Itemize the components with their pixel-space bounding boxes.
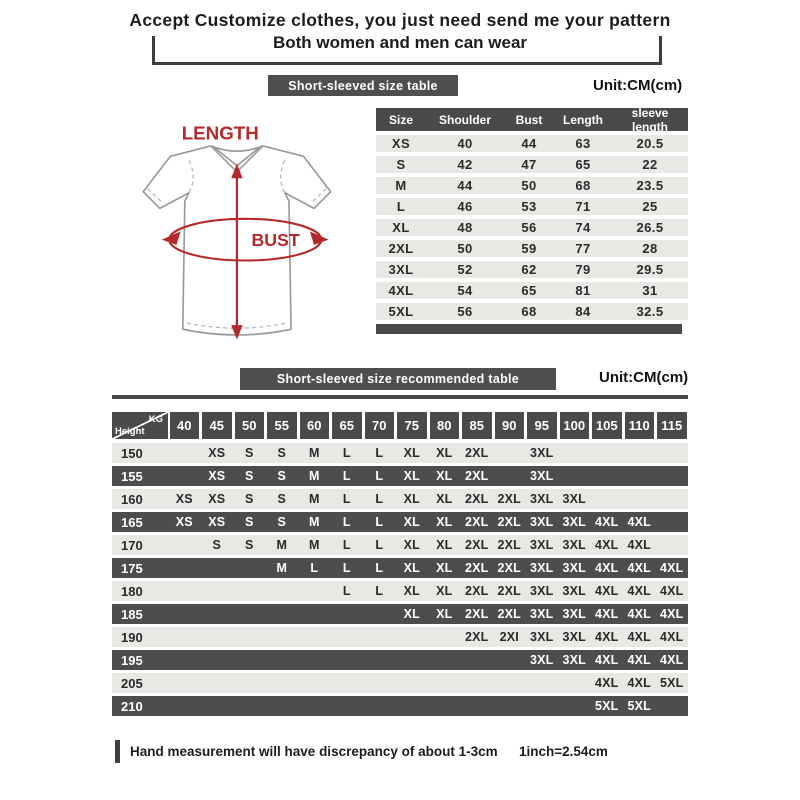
size-table-cell: 48 [457, 220, 473, 235]
reco-size-cell: 4XL [594, 515, 619, 529]
kg-column-header: 90 [495, 412, 525, 439]
kg-column-header: 95 [527, 412, 557, 439]
reco-size-cell: L [342, 469, 351, 483]
reco-size-cell: L [375, 515, 384, 529]
reco-size-cell: L [375, 446, 384, 460]
reco-size-cell: 2XL [464, 538, 489, 552]
reco-size-cell: XL [403, 607, 420, 621]
reco-size-cell: 5XL [659, 676, 684, 690]
unit-label-2: Unit:CM(cm) [599, 369, 689, 386]
footer-conversion: 1inch=2.54cm [519, 744, 608, 759]
reco-size-cell: 4XL [659, 607, 684, 621]
reco-size-cell: S [244, 446, 254, 460]
reco-size-cell: L [375, 561, 384, 575]
reco-size-cell: 4XL [627, 561, 652, 575]
reco-size-cell: XL [436, 492, 453, 506]
size-table-banner: Short-sleeved size table [268, 75, 458, 96]
reco-size-cell: 3XL [562, 630, 587, 644]
size-table-cell: 22 [642, 157, 658, 172]
size-table-cell: 29.5 [636, 262, 664, 277]
height-row-label: 170 [121, 537, 143, 553]
reco-size-cell: L [310, 561, 319, 575]
reco-size-cell: 2XL [464, 515, 489, 529]
reco-size-cell: 4XL [659, 653, 684, 667]
size-table-cell: 65 [521, 283, 537, 298]
reco-size-cell: XL [436, 561, 453, 575]
height-row-label: 165 [121, 514, 143, 530]
size-table-bottom-bar [376, 324, 682, 334]
height-row-label: 185 [121, 606, 143, 622]
size-table-cell: 63 [575, 136, 591, 151]
reco-size-cell: 3XL [562, 584, 587, 598]
reco-size-cell: M [308, 515, 320, 529]
header-line2: Both women and men can wear [272, 33, 528, 52]
kg-column-header: 40 [170, 412, 200, 439]
reco-size-cell: 2XL [464, 469, 489, 483]
size-table-column-header: Length [563, 112, 603, 127]
reco-size-cell: 4XL [594, 607, 619, 621]
header-underline-bracket [152, 36, 662, 65]
reco-size-cell: 2XL [497, 492, 522, 506]
header-line1: Accept Customize clothes, you just need send me your pattern [129, 10, 671, 30]
reco-size-cell: 2XL [464, 446, 489, 460]
reco-size-cell: 5XL [627, 699, 652, 713]
reco-size-cell: M [308, 538, 320, 552]
size-table-row [376, 240, 688, 257]
kg-column-header: 105 [592, 412, 622, 439]
reco-size-cell: 3XL [529, 630, 554, 644]
size-table-column-header: sleeve length [631, 105, 669, 134]
size-table-cell: 32.5 [636, 304, 664, 319]
size-table-cell: 54 [457, 283, 473, 298]
size-table-rows [376, 135, 688, 320]
reco-size-cell: L [342, 515, 351, 529]
reco-size-cell: L [342, 538, 351, 552]
reco-size-cell: S [244, 538, 254, 552]
size-table-cell: 59 [521, 241, 537, 256]
reco-size-cell: L [342, 584, 351, 598]
size-table-cell: 81 [575, 283, 591, 298]
reco-size-cell: XL [436, 538, 453, 552]
reco-size-cell: 4XL [659, 630, 684, 644]
corner-kg-label: KG [148, 414, 163, 425]
reco-size-cell: 3XL [529, 653, 554, 667]
size-table-row [376, 198, 688, 215]
size-table-cell: 47 [521, 157, 537, 172]
reco-size-cell: XS [208, 446, 226, 460]
reco-table-row [112, 512, 688, 532]
size-table-cell: 25 [642, 199, 658, 214]
size-table-row [376, 261, 688, 278]
reco-size-cell: S [244, 469, 254, 483]
height-row-label: 175 [121, 560, 143, 576]
unit-label-1: Unit:CM(cm) [593, 77, 683, 94]
reco-size-cell: S [244, 492, 254, 506]
reco-size-cell: 4XL [627, 584, 652, 598]
kg-column-header: 60 [300, 412, 330, 439]
reco-size-cell: XS [175, 492, 193, 506]
reco-size-cell: 3XL [562, 607, 587, 621]
reco-size-cell: 4XL [594, 630, 619, 644]
reco-size-cell: 3XL [529, 584, 554, 598]
kg-column-header: 75 [397, 412, 427, 439]
size-table-cell: 46 [457, 199, 473, 214]
height-row-label: 210 [121, 698, 143, 714]
reco-size-cell: 4XL [594, 538, 619, 552]
size-table-cell: 53 [521, 199, 537, 214]
reco-size-cell: 5XL [594, 699, 619, 713]
kg-column-header: 110 [625, 412, 655, 439]
kg-column-header: 55 [267, 412, 297, 439]
reco-size-cell: 3XL [562, 492, 587, 506]
reco-table-header [112, 412, 688, 439]
size-table-row [376, 177, 688, 194]
reco-table-corner-cell [112, 412, 168, 439]
size-table-cell: 52 [457, 262, 473, 277]
reco-size-cell: M [308, 469, 320, 483]
reco-size-cell: 4XL [594, 676, 619, 690]
size-table-cell: 31 [642, 283, 658, 298]
reco-size-cell: XL [403, 446, 420, 460]
size-table-cell: 3XL [388, 262, 414, 277]
size-table-cell: 56 [457, 304, 473, 319]
size-table-row [376, 219, 688, 236]
height-row-label: 155 [121, 468, 143, 484]
size-table-cell: 84 [575, 304, 591, 319]
reco-size-cell: XS [208, 469, 226, 483]
reco-table-row [112, 489, 688, 509]
size-table-cell: 44 [521, 136, 537, 151]
size-table-cell: 79 [575, 262, 591, 277]
tshirt-diagram-svg [120, 98, 358, 348]
footer-accent-bar [115, 740, 120, 763]
reco-size-cell: XL [403, 469, 420, 483]
reco-size-cell: 2XL [464, 561, 489, 575]
reco-size-cell: 2XL [497, 607, 522, 621]
reco-size-cell: 3XL [529, 607, 554, 621]
section-divider [112, 395, 688, 399]
reco-table-row [112, 535, 688, 555]
kg-column-header: 45 [202, 412, 232, 439]
reco-size-cell: XL [436, 515, 453, 529]
size-table-cell: M [395, 178, 407, 193]
height-row-label: 190 [121, 629, 143, 645]
reco-size-cell: 4XL [627, 538, 652, 552]
size-table-cell: 5XL [388, 304, 414, 319]
reco-size-cell: L [342, 561, 351, 575]
reco-size-cell: 4XL [594, 653, 619, 667]
reco-size-cell: 3XL [562, 515, 587, 529]
reco-size-cell: 4XL [659, 584, 684, 598]
reco-size-cell: 3XL [562, 538, 587, 552]
reco-table-rows [112, 443, 688, 716]
reco-size-cell: 4XL [594, 561, 619, 575]
size-table-cell: L [396, 199, 406, 214]
size-table-cell: 68 [575, 178, 591, 193]
reco-size-cell: 3XL [529, 515, 554, 529]
footer-note: Hand measurement will have discrepancy of about 1-3cm [130, 744, 498, 759]
size-table-header [376, 105, 688, 134]
size-table-column-header: Shoulder [438, 112, 491, 127]
reco-size-cell: 3XL [529, 538, 554, 552]
tshirt-measurement-diagram [120, 98, 358, 353]
reco-size-cell: L [375, 584, 384, 598]
bust-label: BUST [251, 229, 300, 250]
reco-size-cell: M [308, 446, 320, 460]
size-table-cell: 68 [521, 304, 537, 319]
reco-size-cell: 2XL [497, 584, 522, 598]
reco-size-cell: 3XL [529, 561, 554, 575]
size-table-cell: 50 [457, 241, 473, 256]
size-table-cell: 74 [575, 220, 591, 235]
size-table-cell: 40 [457, 136, 473, 151]
reco-table-row [112, 696, 688, 716]
reco-size-cell: 2XL [464, 630, 489, 644]
reco-size-cell: M [276, 538, 288, 552]
size-table-cell: 23.5 [636, 178, 664, 193]
reco-size-cell: 4XL [627, 515, 652, 529]
height-row-label: 150 [121, 445, 143, 461]
reco-table-row [112, 650, 688, 670]
reco-size-cell: XS [208, 492, 226, 506]
reco-size-cell: 3XL [529, 492, 554, 506]
size-table-cell: 2XL [388, 241, 414, 256]
kg-column-header: 70 [365, 412, 395, 439]
reco-table-row [112, 558, 688, 578]
reco-size-cell: L [375, 469, 384, 483]
reco-size-cell: M [276, 561, 288, 575]
reco-size-cell: L [375, 492, 384, 506]
size-table-cell: 44 [457, 178, 473, 193]
kg-column-header: 65 [332, 412, 362, 439]
height-row-label: 180 [121, 583, 143, 599]
reco-size-cell: L [375, 538, 384, 552]
reco-size-cell: 3XL [529, 446, 554, 460]
size-table-cell: 71 [575, 199, 591, 214]
reco-size-cell: 4XL [627, 676, 652, 690]
reco-size-cell: 2XL [497, 515, 522, 529]
height-row-label: 160 [121, 491, 143, 507]
reco-size-cell: XL [436, 446, 453, 460]
reco-size-cell: XL [436, 607, 453, 621]
size-table-cell: S [396, 157, 406, 172]
reco-size-cell: L [342, 446, 351, 460]
corner-height-label: Height [115, 426, 145, 437]
reco-size-cell: S [277, 446, 287, 460]
size-table-cell: 50 [521, 178, 537, 193]
reco-table-row [112, 673, 688, 693]
reco-size-cell: XL [403, 492, 420, 506]
size-table-cell: 26.5 [636, 220, 664, 235]
size-table-cell: XS [391, 136, 411, 151]
size-table-cell: 42 [457, 157, 473, 172]
reco-size-cell: XS [175, 515, 193, 529]
size-table-row [376, 282, 688, 299]
reco-size-cell: L [342, 492, 351, 506]
kg-column-header: 85 [462, 412, 492, 439]
reco-size-cell: M [308, 492, 320, 506]
recommended-size-table [112, 412, 688, 719]
reco-size-cell: 4XL [627, 607, 652, 621]
reco-size-cell: XL [403, 584, 420, 598]
reco-table-row [112, 604, 688, 624]
reco-size-cell: XL [403, 561, 420, 575]
size-table-cell: 77 [575, 241, 591, 256]
size-table-cell: 4XL [388, 283, 414, 298]
reco-table-row [112, 443, 688, 463]
reco-size-cell: 4XL [659, 561, 684, 575]
reco-size-cell: 2XL [464, 607, 489, 621]
size-table [376, 105, 688, 334]
reco-size-cell: 3XL [562, 561, 587, 575]
size-table-row [376, 303, 688, 320]
height-row-label: 205 [121, 675, 143, 691]
reco-size-cell: S [277, 515, 287, 529]
reco-size-cell: 3XL [562, 653, 587, 667]
reco-size-cell: 2XI [499, 630, 519, 644]
size-table-cell: XL [392, 220, 410, 235]
reco-size-cell: 2XL [497, 538, 522, 552]
size-table-cell: 62 [521, 262, 537, 277]
reco-size-cell: XL [436, 584, 453, 598]
reco-size-cell: 2XL [464, 492, 489, 506]
reco-table-row [112, 466, 688, 486]
size-table-column-header: Bust [515, 112, 543, 127]
size-table-cell: 65 [575, 157, 591, 172]
reco-size-cell: 4XL [627, 653, 652, 667]
size-table-row [376, 135, 688, 152]
reco-size-cell: XL [436, 469, 453, 483]
kg-column-header: 50 [235, 412, 265, 439]
reco-size-cell: 4XL [594, 584, 619, 598]
reco-size-cell: 2XL [464, 584, 489, 598]
reco-size-cell: S [212, 538, 222, 552]
reco-size-cell: S [277, 492, 287, 506]
reco-table-row [112, 627, 688, 647]
reco-size-cell: 3XL [529, 469, 554, 483]
reco-table-row [112, 581, 688, 601]
kg-column-header: 115 [657, 412, 687, 439]
recommended-table-banner: Short-sleeved size recommended table [240, 368, 556, 390]
height-row-label: 195 [121, 652, 143, 668]
reco-size-cell: 2XL [497, 561, 522, 575]
reco-size-cell: XS [208, 515, 226, 529]
reco-size-cell: S [244, 515, 254, 529]
size-table-cell: 56 [521, 220, 537, 235]
length-label: LENGTH [181, 122, 259, 144]
kg-column-header: 80 [430, 412, 460, 439]
size-table-column-header: Size [388, 112, 413, 127]
reco-size-cell: XL [403, 538, 420, 552]
size-table-row [376, 156, 688, 173]
kg-column-header: 100 [560, 412, 590, 439]
reco-size-cell: S [277, 469, 287, 483]
size-table-cell: 20.5 [636, 136, 664, 151]
size-table-cell: 28 [642, 241, 658, 256]
reco-size-cell: 4XL [627, 630, 652, 644]
reco-size-cell: XL [403, 515, 420, 529]
